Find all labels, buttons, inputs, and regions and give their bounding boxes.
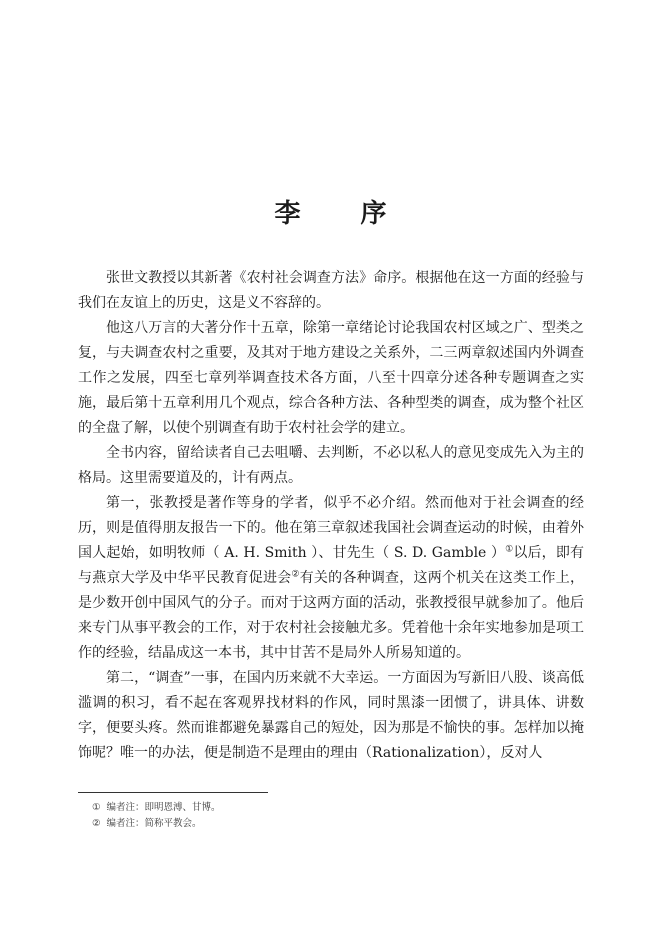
footnote-1-text: 编者注：即明恩溥、甘博。 — [106, 802, 221, 813]
footnote-1-marker: ① — [92, 802, 101, 813]
footnotes — [92, 800, 572, 832]
footnote-2-marker: ② — [92, 818, 101, 829]
paragraph-3: 全书内容，留给读者自己去咀嚼、去判断，不必以私人的意见变成先入为主的格局。这里需要道及的，计有两点。 — [78, 445, 584, 486]
paragraph-4-part-a: 第一，张教授是著作等身的学者，似乎不必介绍。然而他对于社会调查的经历，则是值得朋友报告一下的。他在第三章叙述我国社会调查运动的时候，由着外国人起始，如明牧师（ A. H. Smith ）、甘先生（ S. D. Gamble ） — [78, 495, 584, 561]
paragraph-5: 第二，“调查”一事，在国内历来就不大幸运。一方面因为写新旧八股、谈高低滥调的积习，看不起在客观界找材料的作风，同时黑漆一团惯了，讲具体、讲数字，便要头疼。然而谁都避免暴露自己的短处，因为那是不愉快的事。怎样加以掩饰呢？唯一的办法，便是制造不是理由的理由（Rationalization），反对人 — [78, 670, 584, 761]
paragraph-2: 他这八万言的大著分作十五章，除第一章绪论讨论我国农村区域之广、型类之复，与夫调查农村之重要，及其对于地方建设之关系外，二三两章叙述国内外调查工作之发展，四至七章列举调查技术各方面，八至十四章分述各种专题调查之实施，最后第十五章利用几个观点，综合各种方法、各种型类的调查，成为整个社区的全盘了解，以使个别调查有助于农村社会学的建立。 — [78, 320, 584, 436]
paragraph-4 — [78, 491, 584, 666]
footnote-2-text: 编者注：简称平教会。 — [106, 818, 202, 829]
title-char-2: 序 — [360, 199, 387, 229]
footnote-divider — [78, 792, 268, 793]
paragraph-4-part-c: 有关的各种调查，这两个机关在这类工作上，是少数开创中国风气的分子。而对于这两方面的活动，张教授很早就参加了。他后来专门从事平教会的工作，对于农村社会接触尤多。凭着他十余年实地参加是项工作的经验，结晶成这一本书，其中甘苦不是局外人所易知道的。 — [78, 570, 585, 661]
page-title — [0, 196, 661, 232]
paragraph-1: 张世文教授以其新著《农村社会调查方法》命序。根据他在这一方面的经验与我们在友谊上的历史，这是义不容辞的。 — [78, 270, 584, 311]
footnote-1 — [92, 800, 572, 816]
footnote-ref-1: ① — [505, 544, 514, 555]
footnote-ref-2: ② — [291, 569, 300, 580]
paragraph-4-part-b: 以后，即有与燕京大学及中华平民教育促进会 — [78, 545, 584, 586]
footnote-2 — [92, 816, 572, 832]
body-text — [78, 266, 584, 766]
title-char-1: 李 — [274, 199, 301, 229]
